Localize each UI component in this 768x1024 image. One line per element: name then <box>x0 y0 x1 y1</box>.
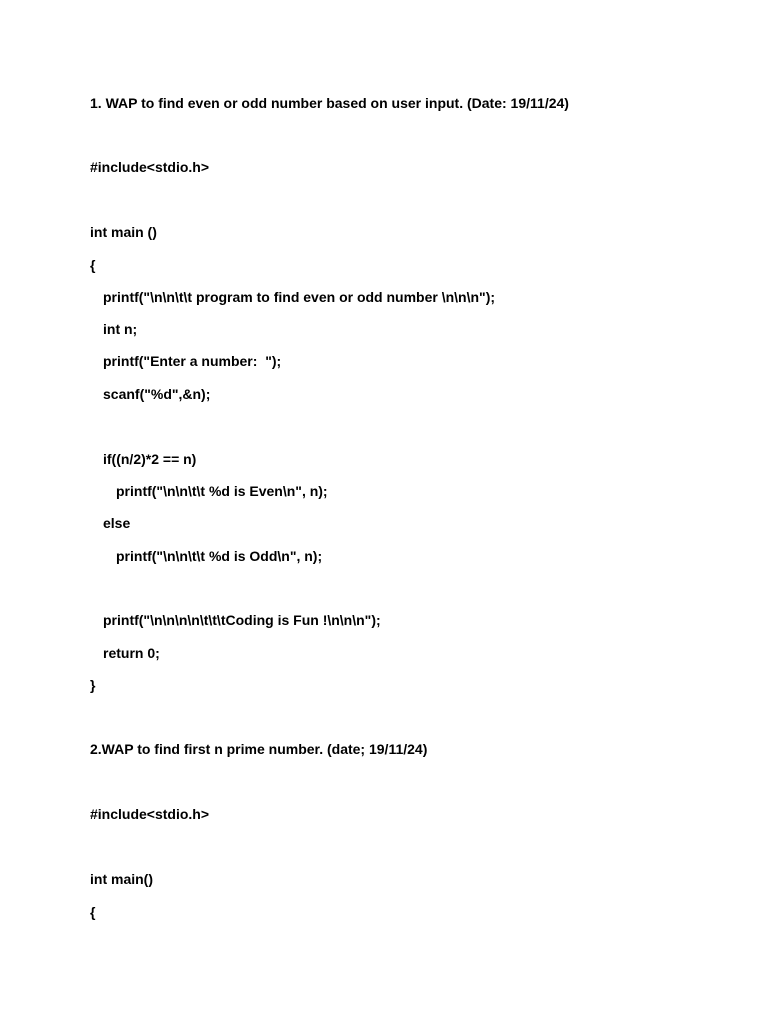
code-line: int main () <box>90 224 157 240</box>
code-line: } <box>90 677 96 693</box>
code-line: int n; <box>103 321 138 337</box>
code-line: #include<stdio.h> <box>90 159 210 175</box>
code-line: { <box>90 904 96 920</box>
question-2-heading: 2.WAP to find first n prime number. (date; 19/11/24) <box>90 741 428 757</box>
code-line: { <box>90 257 96 273</box>
question-1-heading: 1. WAP to find even or odd number based on user input. (Date: 19/11/24) <box>90 95 569 111</box>
code-line: if((n/2)*2 == n) <box>103 451 197 467</box>
code-line: printf("\n\n\n\n\t\t\tCoding is Fun !\n\n\n"); <box>103 612 381 628</box>
code-line: return 0; <box>103 645 160 661</box>
code-line: printf("\n\n\t\t %d is Odd\n", n); <box>116 548 323 564</box>
code-line: scanf("%d",&n); <box>103 386 211 402</box>
code-line: printf("\n\n\t\t %d is Even\n", n); <box>116 483 328 499</box>
code-line: #include<stdio.h> <box>90 806 210 822</box>
code-line: int main() <box>90 871 153 887</box>
code-line: printf("\n\n\t\t program to find even or odd number \n\n\n"); <box>103 289 496 305</box>
code-line: else <box>103 515 131 531</box>
code-line: printf("Enter a number: "); <box>103 353 282 369</box>
